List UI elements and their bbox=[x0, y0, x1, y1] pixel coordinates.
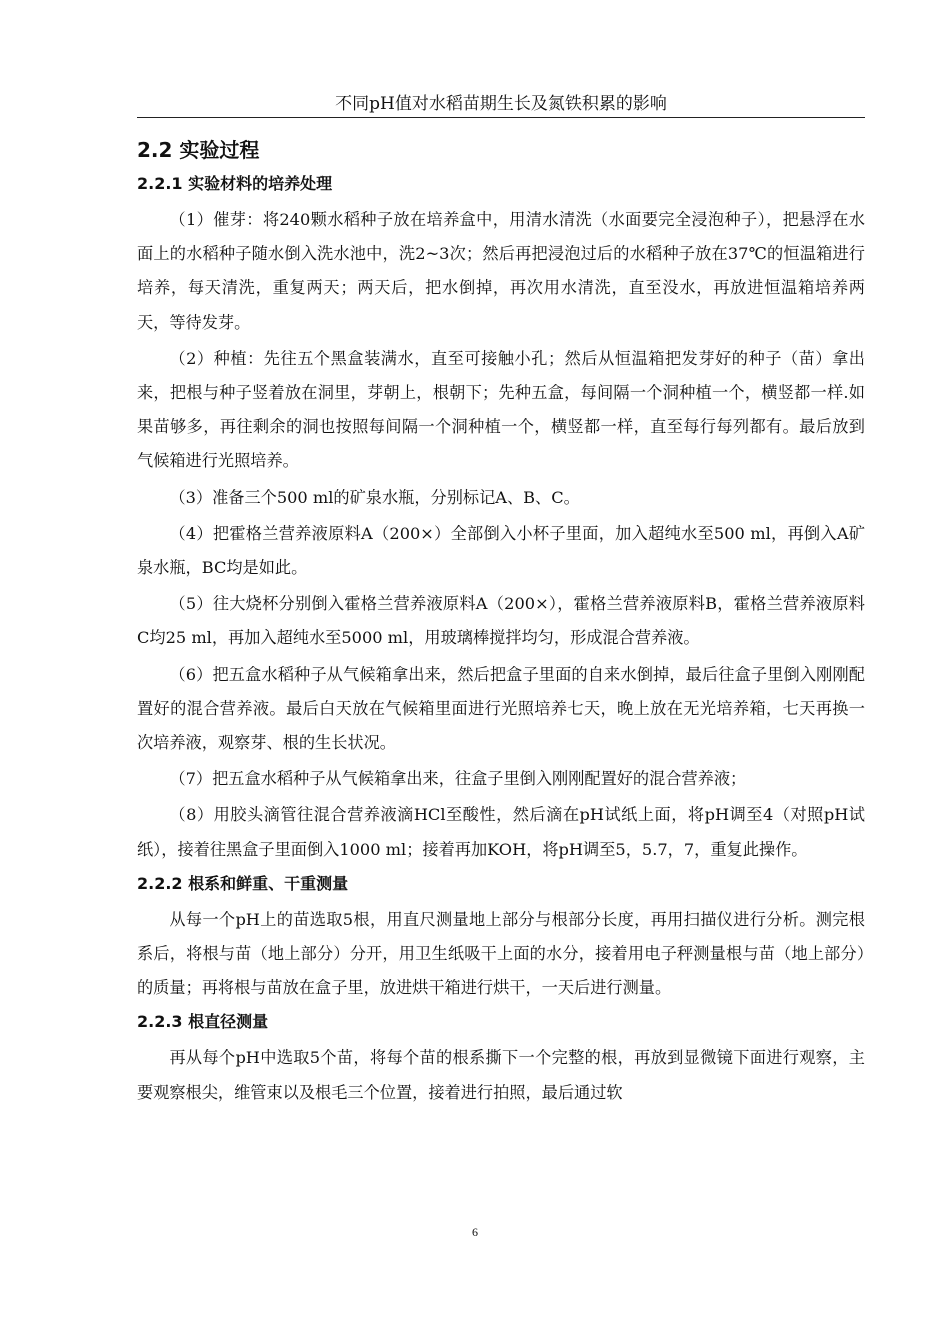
page-number: 6 bbox=[472, 1225, 478, 1239]
paragraph: （7）把五盒水稻种子从气候箱拿出来，往盒子里倒入刚刚配置好的混合营养液； bbox=[169, 769, 747, 789]
paragraph: （2）种植：先往五个黑盒装满水，直至可接触小孔；然后从恒温箱把发芽好的种子（苗）拿出来，把根与种子竖着放在洞里，芽朝上，根朝下；先种五盒，每间隔一个洞种植一个，横竖都一样.如果苗够多，再往剩余的洞也按照每间隔一个洞种植一个，横竖都一样，直至每行每列都有。最后放到气候箱进行光照培养。 bbox=[137, 348, 865, 471]
paragraph: （8）用胶头滴管往混合营养液滴HCl至酸性，然后滴在pH试纸上面，将pH调至4（对照pH试纸），接着往黑盒子里面倒入1000 ml；接着再加KOH，将pH调至5，5.7，7，重复此操作。 bbox=[137, 805, 865, 859]
paragraph: （6）把五盒水稻种子从气候箱拿出来，然后把盒子里面的自来水倒掉，最后往盒子里倒入刚刚配置好的混合营养液。最后白天放在气候箱里面进行光照培养七天，晚上放在无光培养箱，七天再换一次培养液，观察芽、根的生长状况。 bbox=[137, 664, 865, 753]
subsection-heading: 2.2.1 实验材料的培养处理 bbox=[137, 174, 333, 193]
paragraph: （5）往大烧杯分别倒入霍格兰营养液原料A（200×），霍格兰营养液原料B，霍格兰营养液原料C均25 ml，再加入超纯水至5000 ml，用玻璃棒搅拌均匀，形成混合营养液。 bbox=[137, 594, 865, 648]
subsection-heading: 2.2.2 根系和鲜重、干重测量 bbox=[137, 873, 349, 893]
subsection-heading: 2.2.3 根直径测量 bbox=[137, 1012, 269, 1032]
paragraph: （3）准备三个500 ml的矿泉水瓶，分别标记A、B、C。 bbox=[169, 487, 580, 507]
paragraph: 再从每个pH中选取5个苗，将每个苗的根系撕下一个完整的根，再放到显微镜下面进行观察，主要观察根尖，维管束以及根毛三个位置，接着进行拍照，最后通过软 bbox=[137, 1048, 865, 1102]
paragraph: （1）催芽：将240颗水稻种子放在培养盒中，用清水清洗（水面要完全浸泡种子），把悬浮在水面上的水稻种子随水倒入洗水池中，洗2~3次；然后再把浸泡过后的水稻种子放在37℃的恒温箱进行培养，每天清洗，重复两天；两天后，把水倒掉，再次用水清洗，直至没水，再放进恒温箱培养两天，等待发芽。 bbox=[137, 210, 865, 332]
section-heading: 2.2 实验过程 bbox=[137, 138, 260, 162]
header-rule bbox=[137, 117, 865, 118]
running-header: 不同pH值对水稻苗期生长及氮铁积累的影响 bbox=[335, 94, 667, 114]
document-body bbox=[137, 133, 865, 1112]
paragraph: 从每一个pH上的苗选取5根，用直尺测量地上部分与根部分长度，再用扫描仪进行分析。测完根系后，将根与苗（地上部分）分开，用卫生纸吸干上面的水分，接着用电子秤测量根与苗（地上部分）的质量；再将根与苗放在盒子里，放进烘干箱进行烘干，一天后进行测量。 bbox=[137, 909, 865, 998]
paragraph: （4）把霍格兰营养液原料A（200×）全部倒入小杯子里面，加入超纯水至500 ml，再倒入A矿泉水瓶，BC均是如此。 bbox=[137, 523, 865, 578]
